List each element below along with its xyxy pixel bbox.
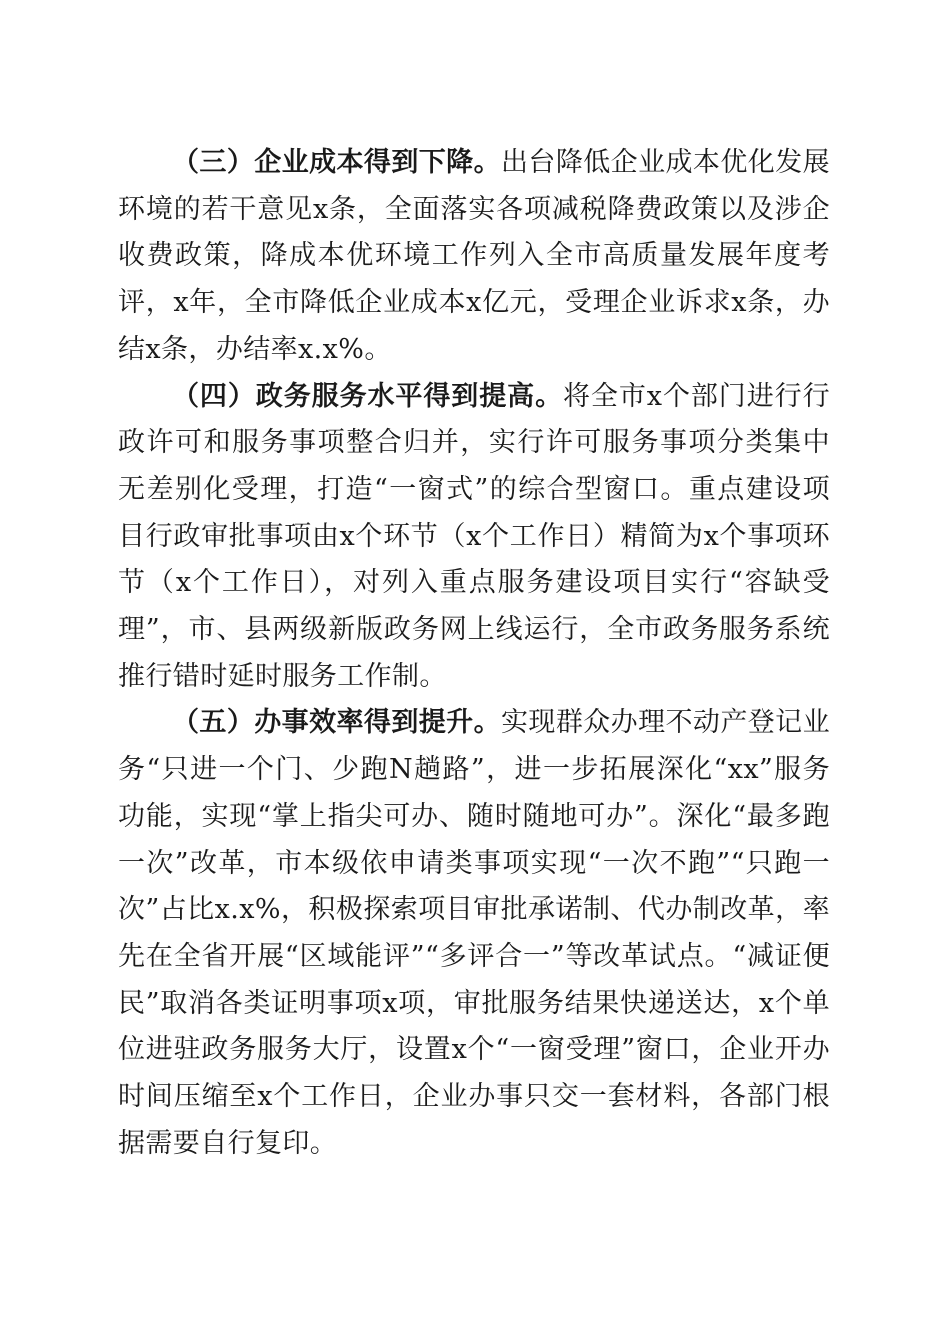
paragraph-heading: （五）办事效率得到提升。 (172, 707, 501, 739)
paragraph-enterprise-cost (118, 140, 830, 374)
document-body (118, 140, 830, 1167)
paragraph-text: 出台降低企业成本优化发展环境的若干意见x条，全面落实各项减税降费政策以及涉企收费政策，降成本优环境工作列入全市高质量发展年度考评，x年，全市降低企业成本x亿元，受理企业诉求x条，办结x条，办结率x.x%。 (118, 147, 830, 365)
paragraph-heading: （三）企业成本得到下降。 (172, 147, 501, 178)
paragraph-government-service (118, 374, 830, 701)
paragraph-efficiency (118, 700, 830, 1167)
paragraph-text: 将全市x个部门进行行政许可和服务事项整合归并，实行许可服务事项分类集中无差别化受理，打造“一窗式”的综合型窗口。重点建设项目行政审批事项由x个环节（x个工作日）精简为x个事项环节（x个工作日），对列入重点服务建设项目实行“容缺受理”，市、县两级新版政务网上线运行，全市政务服务系统推行错时延时服务工作制。 (118, 380, 830, 692)
paragraph-text: 实现群众办理不动产登记业务“只进一个门、少跑N趟路”，进一步拓展深化“xx”服务功能，实现“掌上指尖可办、随时随地可办”。深化“最多跑一次”改革，市本级依申请类事项实现“一次不跑”“只跑一次”占比x.x%，积极探索项目审批承诺制、代办制改革，率先在全省开展“区域能评”“多评合一”等改革试点。“减证便民”取消各类证明事项x项，审批服务结果快递送达，x个单位进驻政务服务大厅，设置x个“一窗受理”窗口，企业开办时间压缩至x个工作日，企业办事只交一套材料，各部门根据需要自行复印。 (118, 707, 830, 1159)
paragraph-heading: （四）政务服务水平得到提高。 (172, 380, 563, 412)
